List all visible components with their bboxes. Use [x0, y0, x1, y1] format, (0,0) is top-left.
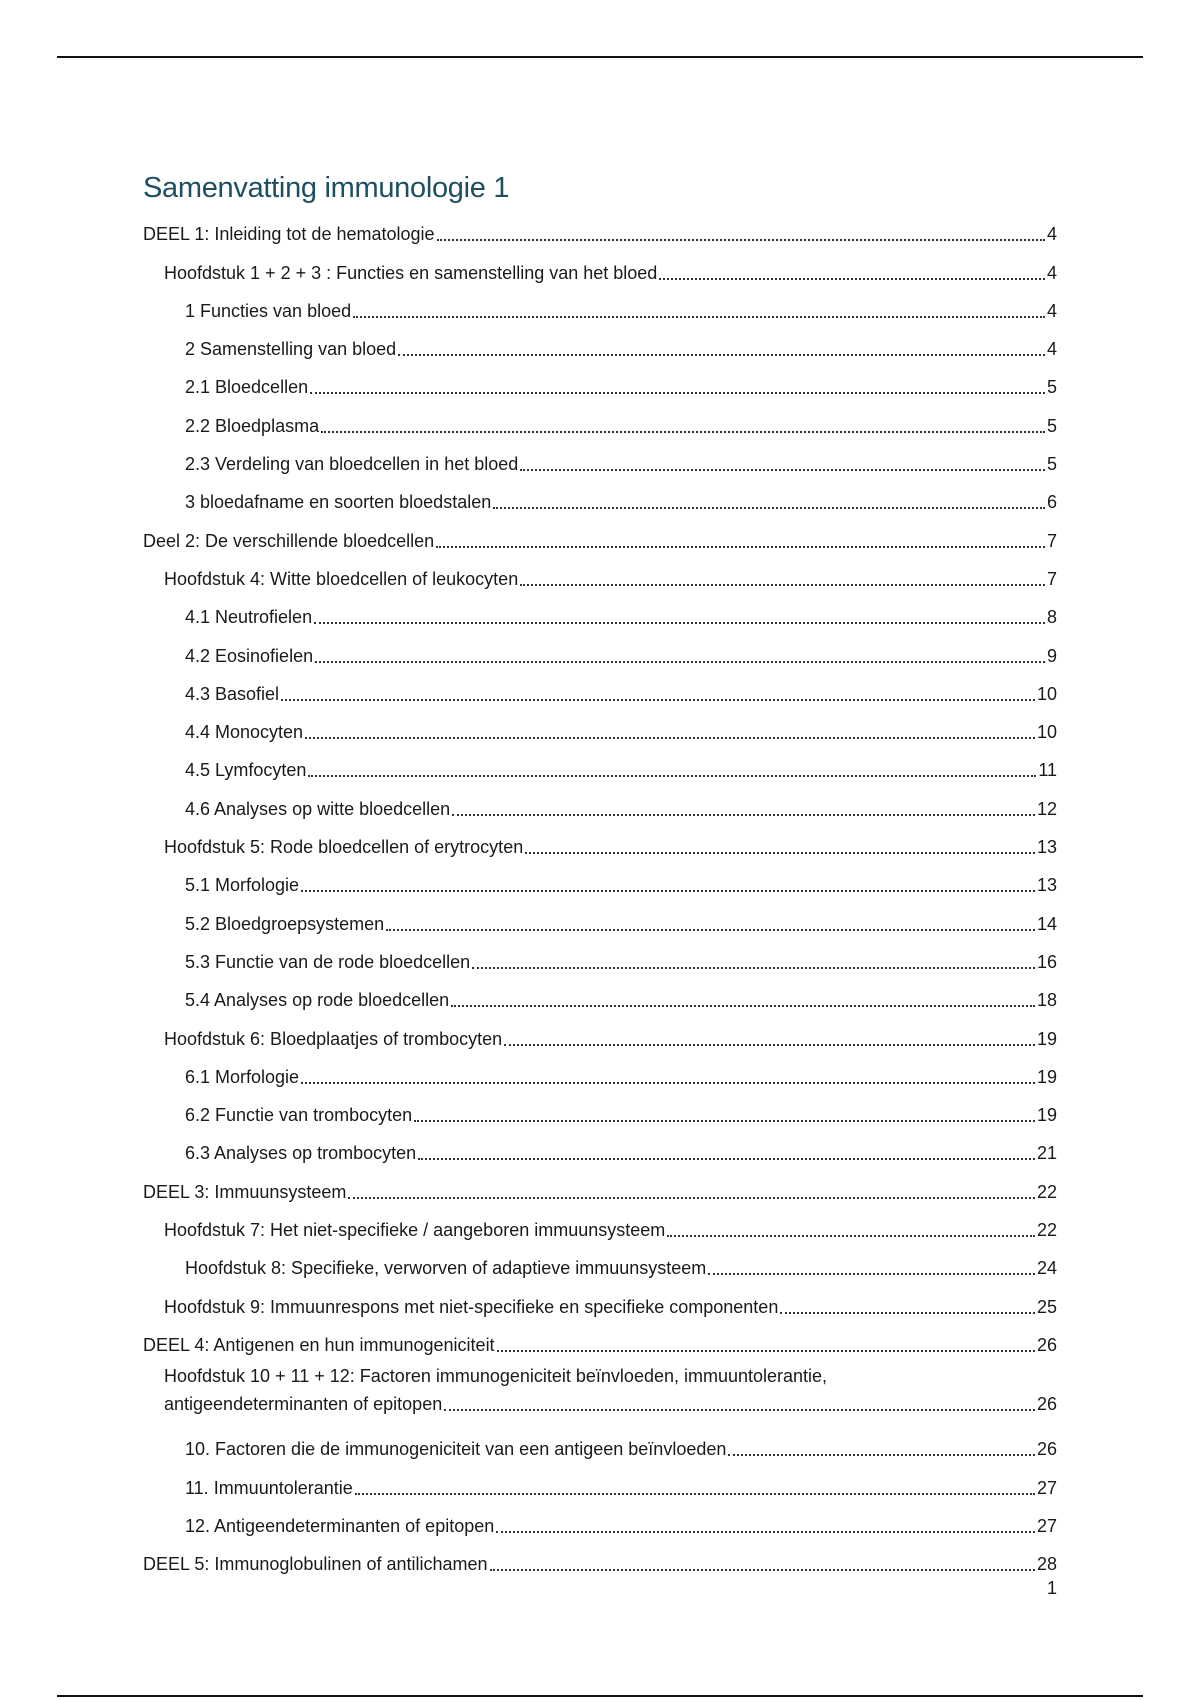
toc-page-number: 8 [1046, 607, 1057, 628]
toc-leader-dots [353, 316, 1045, 318]
header-rule [57, 56, 1143, 58]
toc-entry-text: 4.6 Analyses op witte bloedcellen [185, 798, 451, 819]
toc-page-number: 28 [1036, 1554, 1057, 1575]
toc-entry-text: 4.5 Lymfocyten [185, 760, 307, 781]
toc-entry-text: Hoofdstuk 10 + 11 + 12: Factoren immunogeniciteit beïnvloeden, immuuntolerantie, [164, 1365, 828, 1386]
toc-page-number: 5 [1046, 415, 1057, 436]
toc-page-number: 19 [1036, 1066, 1057, 1087]
toc-entry[interactable] [143, 1365, 1057, 1431]
toc-leader-dots [708, 1273, 1035, 1275]
toc-entry-text: 4.3 Basofiel [185, 683, 280, 704]
toc-entry[interactable] [143, 752, 1057, 790]
toc-page-number: 10 [1036, 722, 1057, 743]
toc-leader-dots [493, 507, 1045, 509]
toc-leader-dots [305, 737, 1035, 739]
toc-entry[interactable] [143, 1097, 1057, 1135]
toc-entry[interactable] [143, 829, 1057, 867]
toc-entry[interactable] [143, 561, 1057, 599]
toc-leader-dots [451, 1005, 1035, 1007]
toc-leader-dots [301, 890, 1035, 892]
toc-leader-dots [490, 1569, 1035, 1571]
toc-page-number: 14 [1036, 913, 1057, 934]
toc-page-number: 27 [1036, 1477, 1057, 1498]
toc-leader-dots [386, 929, 1035, 931]
toc-page-number: 7 [1046, 530, 1057, 551]
toc-leader-dots [314, 622, 1045, 624]
toc-entry[interactable] [143, 1327, 1057, 1365]
toc-page-number: 5 [1046, 454, 1057, 475]
page-title: Samenvatting immunologie 1 [143, 172, 510, 204]
toc-leader-dots [301, 1082, 1035, 1084]
toc-leader-dots [659, 278, 1045, 280]
toc-entry-text: 2 Samenstelling van bloed [185, 339, 397, 360]
toc-entry-text: Hoofdstuk 6: Bloedplaatjes of trombocyten [164, 1028, 503, 1049]
table-of-contents [143, 216, 1057, 1584]
toc-entry[interactable] [143, 1508, 1057, 1546]
toc-entry[interactable] [143, 905, 1057, 943]
toc-entry-text: 5.3 Functie van de rode bloedcellen [185, 951, 471, 972]
toc-entry[interactable] [143, 446, 1057, 484]
toc-entry-text: 2.2 Bloedplasma [185, 415, 320, 436]
toc-entry[interactable] [143, 1135, 1057, 1173]
toc-leader-dots [281, 699, 1035, 701]
toc-entry[interactable] [143, 714, 1057, 752]
toc-entry[interactable] [143, 369, 1057, 407]
toc-page-number: 16 [1036, 951, 1057, 972]
toc-entry-text: Hoofdstuk 1 + 2 + 3 : Functies en samenstelling van het bloed [164, 262, 658, 283]
toc-page-number: 4 [1046, 262, 1057, 283]
toc-entry-text: 6.3 Analyses op trombocyten [185, 1143, 417, 1164]
toc-page-number: 11 [1038, 760, 1057, 781]
toc-entry[interactable] [143, 407, 1057, 445]
document-page [143, 170, 1057, 1584]
toc-page-number: 21 [1036, 1143, 1057, 1164]
toc-entry[interactable] [143, 944, 1057, 982]
toc-page-number: 4 [1046, 224, 1057, 245]
toc-page-number: 26 [1036, 1439, 1057, 1460]
toc-entry[interactable] [143, 1431, 1057, 1469]
toc-leader-dots [452, 814, 1035, 816]
toc-entry-text: 5.4 Analyses op rode bloedcellen [185, 990, 450, 1011]
toc-entry[interactable] [143, 790, 1057, 828]
footer-rule [57, 1695, 1143, 1697]
toc-entry-text: Hoofdstuk 8: Specifieke, verworven of adaptieve immuunsysteem [185, 1258, 707, 1279]
toc-page-number: 10 [1036, 683, 1057, 704]
toc-page-number: 4 [1046, 300, 1057, 321]
toc-leader-dots [315, 661, 1045, 663]
toc-leader-dots [355, 1493, 1035, 1495]
toc-entry-text: 6.1 Morfologie [185, 1066, 300, 1087]
toc-entry[interactable] [143, 599, 1057, 637]
toc-entry[interactable] [143, 216, 1057, 254]
toc-page-number: 13 [1036, 837, 1057, 858]
toc-leader-dots [418, 1158, 1035, 1160]
toc-entry-text: 5.1 Morfologie [185, 875, 300, 896]
toc-leader-dots [398, 354, 1045, 356]
toc-leader-dots [504, 1044, 1035, 1046]
toc-page-number: 27 [1036, 1515, 1057, 1536]
toc-entry[interactable] [143, 676, 1057, 714]
toc-page-number: 6 [1046, 492, 1057, 513]
toc-page-number: 26 [1036, 1334, 1057, 1355]
toc-leader-dots [520, 469, 1045, 471]
toc-entry-text: DEEL 3: Immuunsysteem [143, 1181, 347, 1202]
toc-entry-text: 2.3 Verdeling van bloedcellen in het bloed [185, 454, 519, 475]
toc-leader-dots [308, 775, 1036, 777]
toc-page-number: 12 [1036, 798, 1057, 819]
toc-leader-dots [436, 546, 1045, 548]
toc-leader-dots [496, 1531, 1035, 1533]
toc-entry[interactable] [143, 867, 1057, 905]
toc-entry-text-continued: antigeendeterminanten of epitopen [164, 1393, 443, 1414]
toc-leader-dots [444, 1409, 1035, 1411]
toc-entry-text: 10. Factoren die de immunogeniciteit van een antigeen beïnvloeden [185, 1439, 727, 1460]
toc-leader-dots [414, 1120, 1035, 1122]
toc-leader-dots [321, 431, 1045, 433]
toc-leader-dots [728, 1454, 1035, 1456]
toc-page-number: 9 [1046, 645, 1057, 666]
toc-entry-text: 6.2 Functie van trombocyten [185, 1105, 413, 1126]
toc-leader-dots [780, 1312, 1035, 1314]
toc-entry[interactable] [143, 254, 1057, 292]
toc-page-number: 18 [1036, 990, 1057, 1011]
toc-entry-text: Deel 2: De verschillende bloedcellen [143, 530, 435, 551]
toc-entry-text: Hoofdstuk 9: Immuunrespons met niet-specifieke en specifieke componenten [164, 1296, 779, 1317]
page-number: 1 [1046, 1578, 1057, 1598]
toc-entry[interactable] [143, 1059, 1057, 1097]
toc-leader-dots [348, 1197, 1035, 1199]
toc-entry-text: 2.1 Bloedcellen [185, 377, 309, 398]
toc-page-number: 24 [1036, 1258, 1057, 1279]
toc-leader-dots [437, 239, 1045, 241]
toc-leader-dots [497, 1350, 1035, 1352]
toc-entry[interactable] [143, 1469, 1057, 1507]
toc-entry-text: DEEL 1: Inleiding tot de hematologie [143, 224, 435, 245]
toc-entry-text: DEEL 5: Immunoglobulinen of antilichamen [143, 1554, 488, 1575]
toc-entry-text: Hoofdstuk 5: Rode bloedcellen of erytrocyten [164, 837, 524, 858]
toc-page-number: 13 [1036, 875, 1057, 896]
toc-entry[interactable] [143, 1288, 1057, 1326]
toc-entry[interactable] [143, 1020, 1057, 1058]
toc-page-number: 26 [1036, 1393, 1057, 1414]
toc-entry-text: Hoofdstuk 4: Witte bloedcellen of leukocyten [164, 568, 519, 589]
toc-leader-dots [310, 392, 1045, 394]
toc-page-number: 4 [1046, 339, 1057, 360]
toc-leader-dots [472, 967, 1035, 969]
toc-entry-text: 3 bloedafname en soorten bloedstalen [185, 492, 492, 513]
toc-page-number: 22 [1036, 1181, 1057, 1202]
toc-entry-text: 5.2 Bloedgroepsystemen [185, 913, 385, 934]
toc-entry-text: 4.2 Eosinofielen [185, 645, 314, 666]
toc-entry-text: 1 Functies van bloed [185, 300, 352, 321]
toc-leader-dots [525, 852, 1035, 854]
toc-entry-text: 4.1 Neutrofielen [185, 607, 313, 628]
toc-entry-text: 12. Antigeendeterminanten of epitopen [185, 1515, 495, 1536]
toc-leader-dots [667, 1235, 1035, 1237]
toc-entry[interactable] [143, 1173, 1057, 1211]
toc-entry[interactable] [143, 522, 1057, 560]
toc-entry-text: Hoofdstuk 7: Het niet-specifieke / aangeboren immuunsysteem [164, 1220, 666, 1241]
toc-page-number: 19 [1036, 1028, 1057, 1049]
toc-entry[interactable] [143, 1212, 1057, 1250]
toc-page-number: 5 [1046, 377, 1057, 398]
toc-page-number: 7 [1046, 568, 1057, 589]
toc-entry-text: DEEL 4: Antigenen en hun immunogeniciteit [143, 1334, 495, 1355]
toc-entry[interactable] [143, 982, 1057, 1020]
toc-page-number: 22 [1036, 1220, 1057, 1241]
toc-entry-text: 11. Immuuntolerantie [185, 1477, 353, 1498]
toc-entry[interactable] [143, 1250, 1057, 1288]
toc-entry[interactable] [143, 293, 1057, 331]
toc-page-number: 19 [1036, 1105, 1057, 1126]
toc-entry[interactable] [143, 484, 1057, 522]
toc-leader-dots [520, 584, 1045, 586]
toc-entry[interactable] [143, 331, 1057, 369]
toc-entry[interactable] [143, 637, 1057, 675]
toc-entry-text: 4.4 Monocyten [185, 722, 304, 743]
toc-entry[interactable] [143, 1546, 1057, 1584]
toc-page-number: 25 [1036, 1296, 1057, 1317]
